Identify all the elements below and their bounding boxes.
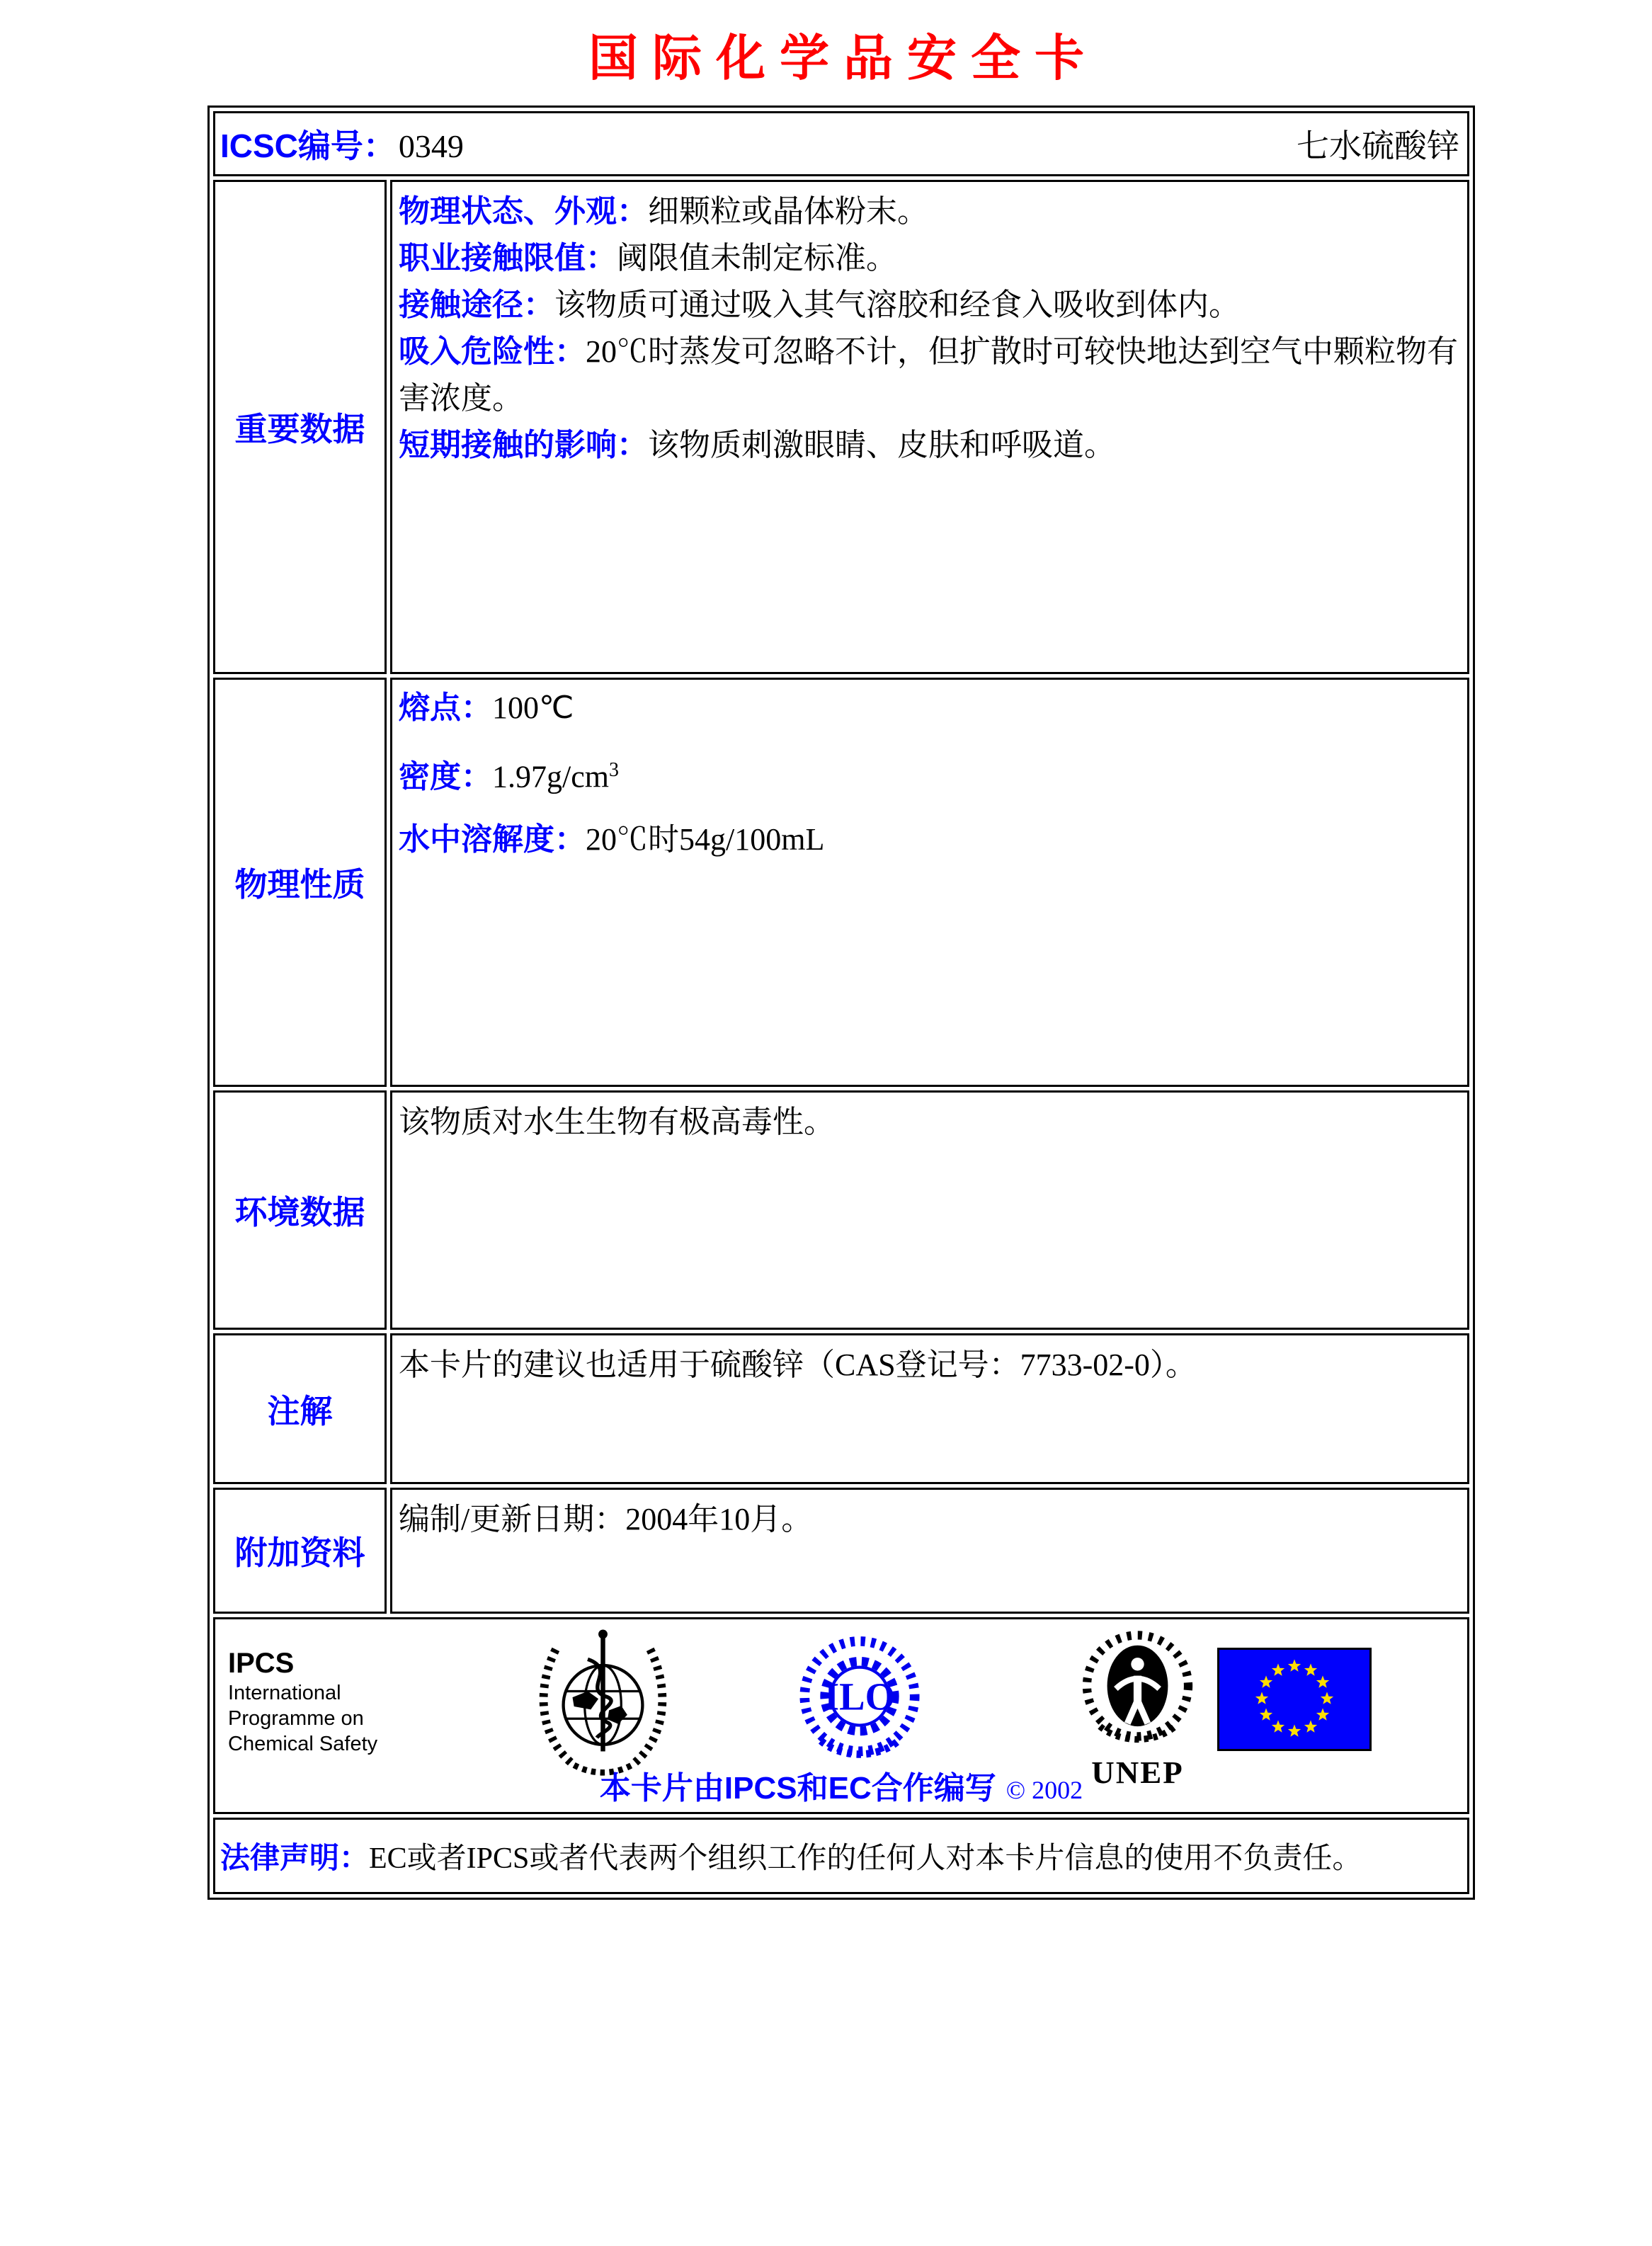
legal-text: EC或者IPCS或者代表两个组织工作的任何人对本卡片信息的使用不负责任。 — [369, 1842, 1362, 1875]
notes-text: 本卡片的建议也适用于硫酸锌（CAS登记号：7733-02-0）。 — [399, 1347, 1197, 1382]
header-row — [213, 111, 1469, 176]
environmental-data-text: 该物质对水生生物有极高毒性。 — [399, 1105, 835, 1139]
copyright-year: © 2002 — [1006, 1776, 1083, 1804]
section-label-additional-info: 附加资料 — [234, 1534, 365, 1571]
field-solubility: 水中溶解度：20℃时54g/100mL — [399, 821, 825, 857]
section-label-important-data: 重要数据 — [234, 411, 365, 448]
ipcs-text-block: IPCS International Programme on Chemical Safety — [228, 1648, 378, 1755]
who-globe-landmass — [573, 1692, 599, 1710]
row-logos — [213, 1617, 1469, 1814]
legal-label: 法律声明： — [220, 1841, 370, 1874]
row-environmental-data — [213, 1090, 1469, 1330]
page-title: 国际化学品安全卡 — [588, 32, 1098, 86]
section-label-environmental-data: 环境数据 — [234, 1194, 365, 1231]
copyright-text: 本卡片由IPCS和EC合作编写 — [599, 1771, 996, 1806]
section-content-notes — [390, 1333, 1469, 1484]
field-density: 密度：$1.97g/cm^3$ — [399, 759, 619, 794]
section-content-physical-properties — [390, 678, 1469, 1087]
row-additional-info — [213, 1488, 1469, 1614]
ipcs-acronym: IPCS — [228, 1648, 295, 1679]
icsc-card-page — [207, 0, 1479, 1900]
row-physical-properties — [213, 678, 1469, 1087]
section-content-important-data — [390, 180, 1469, 674]
section-label-cell-environmental-data — [213, 1090, 387, 1330]
unep-letters: UNEP — [1091, 1754, 1184, 1789]
field-short-term-effects: 短期接触的影响：该物质刺激眼睛、皮肤和呼吸道。 — [399, 428, 1115, 462]
section-label-cell-important-data — [213, 180, 387, 674]
ilo-letters: ILO — [824, 1675, 896, 1718]
row-legal — [213, 1818, 1469, 1894]
legal-cell — [213, 1818, 1469, 1894]
icsc-number-label: ICSC编号： — [220, 127, 396, 164]
header-cell — [213, 111, 1469, 176]
field-occupational-limit: 职业接触限值：阈限值未制定标准。 — [399, 241, 897, 275]
section-label-cell-notes — [213, 1333, 387, 1484]
section-label-cell-physical-properties — [213, 678, 387, 1087]
field-melting-point: 熔点：100℃ — [399, 690, 574, 725]
section-content-additional-info — [390, 1488, 1469, 1614]
field-physical-state: 物理状态、外观：细颗粒或晶体粉末。 — [399, 194, 928, 229]
ilo-icon — [785, 1628, 934, 1777]
eu-flag-icon — [1217, 1648, 1372, 1751]
logos-cell — [213, 1617, 1469, 1814]
section-content-environmental-data — [390, 1090, 1469, 1330]
additional-info-text: 编制/更新日期：2004年10月。 — [399, 1502, 813, 1537]
who-icon — [527, 1625, 679, 1777]
section-label-cell-additional-info — [213, 1488, 387, 1614]
icsc-card-table — [207, 106, 1475, 1900]
section-label-physical-properties: 物理性质 — [234, 866, 365, 903]
field-inhalation-risk: 吸入危险性：20℃时蒸发可忽略不计，但扩散时可较快地达到空气中颗粒物有害浓度。 — [399, 334, 1458, 416]
icsc-number-value: 0349 — [398, 128, 464, 164]
section-label-notes: 注解 — [267, 1392, 333, 1430]
copyright-line — [215, 1762, 1467, 1808]
row-important-data — [213, 180, 1469, 674]
density-superscript: 3 — [608, 759, 619, 781]
field-exposure-routes: 接触途径：该物质可通过吸入其气溶胶和经食入吸收到体内。 — [399, 287, 1240, 322]
row-notes — [213, 1333, 1469, 1484]
substance-name: 七水硫酸锌 — [1297, 128, 1459, 164]
icsc-number — [220, 120, 464, 167]
